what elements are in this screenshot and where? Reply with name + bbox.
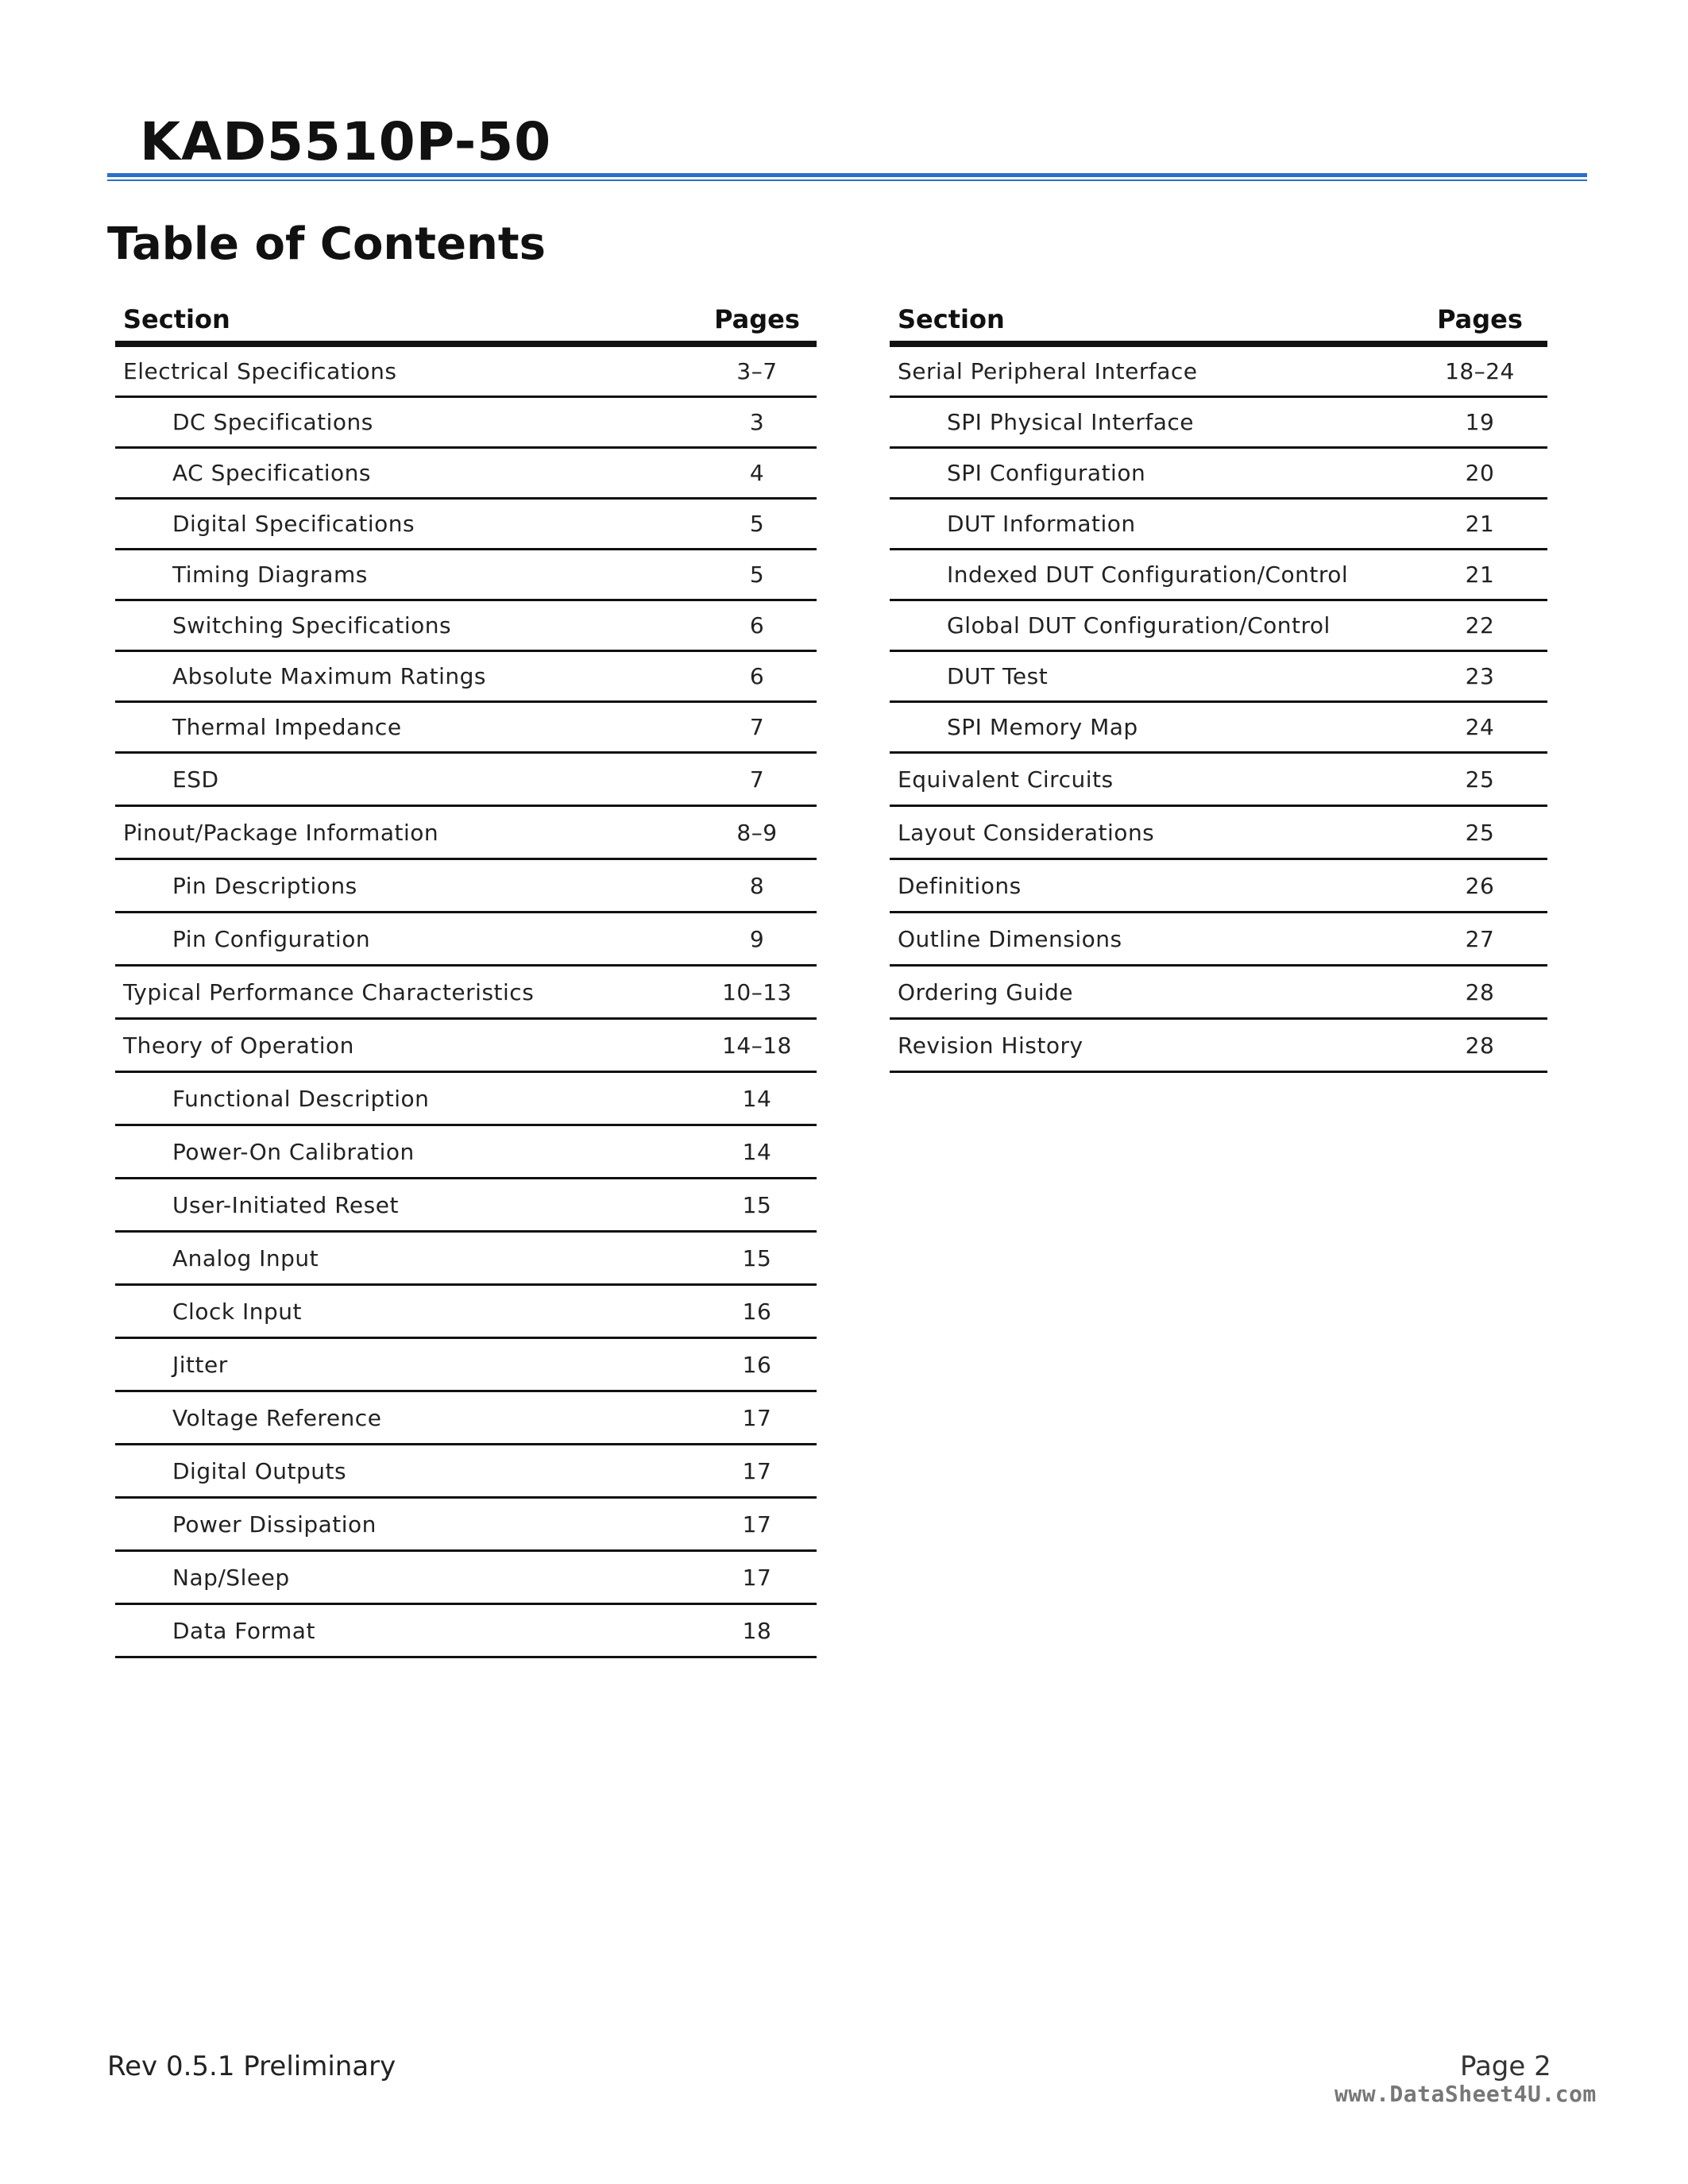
toc-row[interactable] [115,347,817,398]
toc-page-number: 4 [749,460,765,486]
toc-row[interactable] [890,913,1547,967]
toc-row[interactable] [890,500,1547,550]
toc-row[interactable] [115,754,817,807]
toc-row[interactable] [115,500,817,550]
toc-section-label: Pin Descriptions [172,872,357,899]
toc-section-label: Functional Description [172,1085,430,1112]
toc-section-label: Pinout/Package Information [123,819,439,846]
toc-page-number: 7 [749,766,765,793]
toc-page-number: 17 [742,1511,772,1538]
toc-section-label: Electrical Specifications [123,358,397,384]
toc-section-label: DUT Test [947,663,1049,689]
toc-page-number: 25 [1465,819,1495,846]
watermark-link[interactable]: www.DataSheet4U.com [1335,2081,1597,2107]
toc-row[interactable] [115,1126,817,1179]
toc-row[interactable] [890,398,1547,449]
toc-row[interactable] [890,967,1547,1020]
toc-section-label: Outline Dimensions [898,925,1122,952]
toc-page-number: 5 [749,561,765,588]
toc-row[interactable] [115,1392,817,1445]
toc-row[interactable] [115,1020,817,1073]
toc-row[interactable] [890,1020,1547,1073]
toc-section-label: Clock Input [172,1298,302,1325]
toc-section-label: Power-On Calibration [172,1138,415,1165]
toc-section-label: User-Initiated Reset [172,1191,399,1218]
toc-section-label: SPI Configuration [947,460,1146,486]
toc-row[interactable] [890,754,1547,807]
toc-section-label: Power Dissipation [172,1511,377,1538]
toc-page-number: 14 [742,1085,772,1112]
toc-row[interactable] [115,860,817,913]
toc-page-number: 28 [1465,978,1495,1005]
toc-section-label: Thermal Impedance [172,714,402,740]
toc-page-number: 5 [749,511,765,537]
toc-section-label: Nap/Sleep [172,1564,290,1591]
toc-page-number: 21 [1465,561,1495,588]
toc-section-label: Voltage Reference [172,1404,382,1431]
toc-section-label: Digital Outputs [172,1457,347,1484]
toc-row[interactable] [115,1286,817,1339]
document-title: KAD5510P-50 [140,111,552,172]
page-number: Page 2 [1460,2051,1551,2082]
toc-page-number: 19 [1465,409,1495,435]
toc-section-label: Timing Diagrams [172,561,368,588]
toc-row[interactable] [115,1605,817,1658]
toc-page-number: 28 [1465,1032,1495,1059]
toc-page-number: 9 [749,925,765,952]
toc-page-number: 25 [1465,766,1495,793]
toc-header-row [115,298,817,347]
toc-section-label: Data Format [172,1617,315,1644]
toc-section-label: Indexed DUT Configuration/Control [947,561,1349,588]
toc-page-number: 20 [1465,460,1495,486]
toc-page-number: 18 [742,1617,772,1644]
toc-row[interactable] [890,601,1547,652]
toc-row[interactable] [890,703,1547,754]
toc-page-number: 21 [1465,511,1495,537]
toc-row[interactable] [115,1233,817,1286]
toc-body-right [890,347,1547,1073]
revision-label: Rev 0.5.1 Preliminary [107,2051,396,2082]
toc-page-number: 7 [749,714,765,740]
toc-section-label: SPI Physical Interface [947,409,1194,435]
toc-section-label: Typical Performance Characteristics [123,978,535,1005]
toc-page-number: 6 [749,663,765,689]
pages-column-header: Pages [1437,304,1523,334]
toc-row[interactable] [115,967,817,1020]
toc-section-label: Digital Specifications [172,511,415,537]
toc-page-number: 17 [742,1457,772,1484]
toc-row[interactable] [890,550,1547,601]
toc-section-label: Absolute Maximum Ratings [172,663,487,689]
toc-page-number: 3 [749,409,765,435]
toc-page-number: 16 [742,1351,772,1378]
toc-row[interactable] [890,347,1547,398]
toc-row[interactable] [115,1552,817,1605]
toc-section-label: Pin Configuration [172,925,371,952]
toc-page-number: 15 [742,1244,772,1271]
toc-row[interactable] [115,703,817,754]
toc-section-label: Ordering Guide [898,978,1073,1005]
toc-section-label: AC Specifications [172,460,371,486]
toc-row[interactable] [115,550,817,601]
toc-page-number: 18–24 [1445,358,1515,384]
toc-row[interactable] [890,449,1547,500]
toc-section-label: Analog Input [172,1244,319,1271]
toc-page-number: 8–9 [736,819,778,846]
toc-row[interactable] [115,1339,817,1392]
toc-page-number: 10–13 [722,978,792,1005]
toc-section-label: Jitter [172,1351,228,1378]
toc-row[interactable] [890,860,1547,913]
toc-row[interactable] [115,652,817,703]
toc-section-label: ESD [172,766,219,793]
toc-page-number: 17 [742,1564,772,1591]
toc-row[interactable] [890,652,1547,703]
title-divider-thin [107,179,1587,181]
toc-row[interactable] [115,449,817,500]
toc-section-label: Global DUT Configuration/Control [947,612,1331,639]
toc-page-number: 26 [1465,872,1495,899]
toc-row[interactable] [115,398,817,449]
toc-section-label: Definitions [898,872,1022,899]
toc-section-label: Serial Peripheral Interface [898,358,1198,384]
toc-page-number: 27 [1465,925,1495,952]
toc-row[interactable] [890,807,1547,860]
toc-section-label: SPI Memory Map [947,714,1138,740]
toc-page-number: 3–7 [736,358,778,384]
toc-page-number: 14–18 [722,1032,792,1059]
toc-row[interactable] [115,1445,817,1499]
toc-row[interactable] [115,807,817,860]
toc-page-number: 15 [742,1191,772,1218]
toc-section-label: Revision History [898,1032,1083,1059]
toc-page-number: 24 [1465,714,1495,740]
toc-page-number: 16 [742,1298,772,1325]
toc-section-label: DC Specifications [172,409,373,435]
toc-section-label: Theory of Operation [123,1032,354,1059]
toc-row[interactable] [115,1179,817,1233]
section-column-header: Section [123,304,230,334]
toc-table-right [890,298,1547,1073]
toc-header-row [890,298,1547,347]
toc-body-left [115,347,817,1658]
toc-row[interactable] [115,913,817,967]
section-column-header: Section [898,304,1005,334]
toc-section-label: Layout Considerations [898,819,1155,846]
title-divider [107,173,1587,177]
toc-heading: Table of Contents [107,218,547,270]
toc-section-label: DUT Information [947,511,1136,537]
toc-section-label: Equivalent Circuits [898,766,1114,793]
toc-table-left [115,298,817,1658]
toc-page-number: 8 [749,872,765,899]
pages-column-header: Pages [714,304,800,334]
toc-row[interactable] [115,601,817,652]
toc-section-label: Switching Specifications [172,612,452,639]
toc-page-number: 22 [1465,612,1495,639]
toc-page-number: 14 [742,1138,772,1165]
toc-page-number: 23 [1465,663,1495,689]
toc-row[interactable] [115,1073,817,1126]
toc-page-number: 6 [749,612,765,639]
toc-page-number: 17 [742,1404,772,1431]
toc-row[interactable] [115,1499,817,1552]
